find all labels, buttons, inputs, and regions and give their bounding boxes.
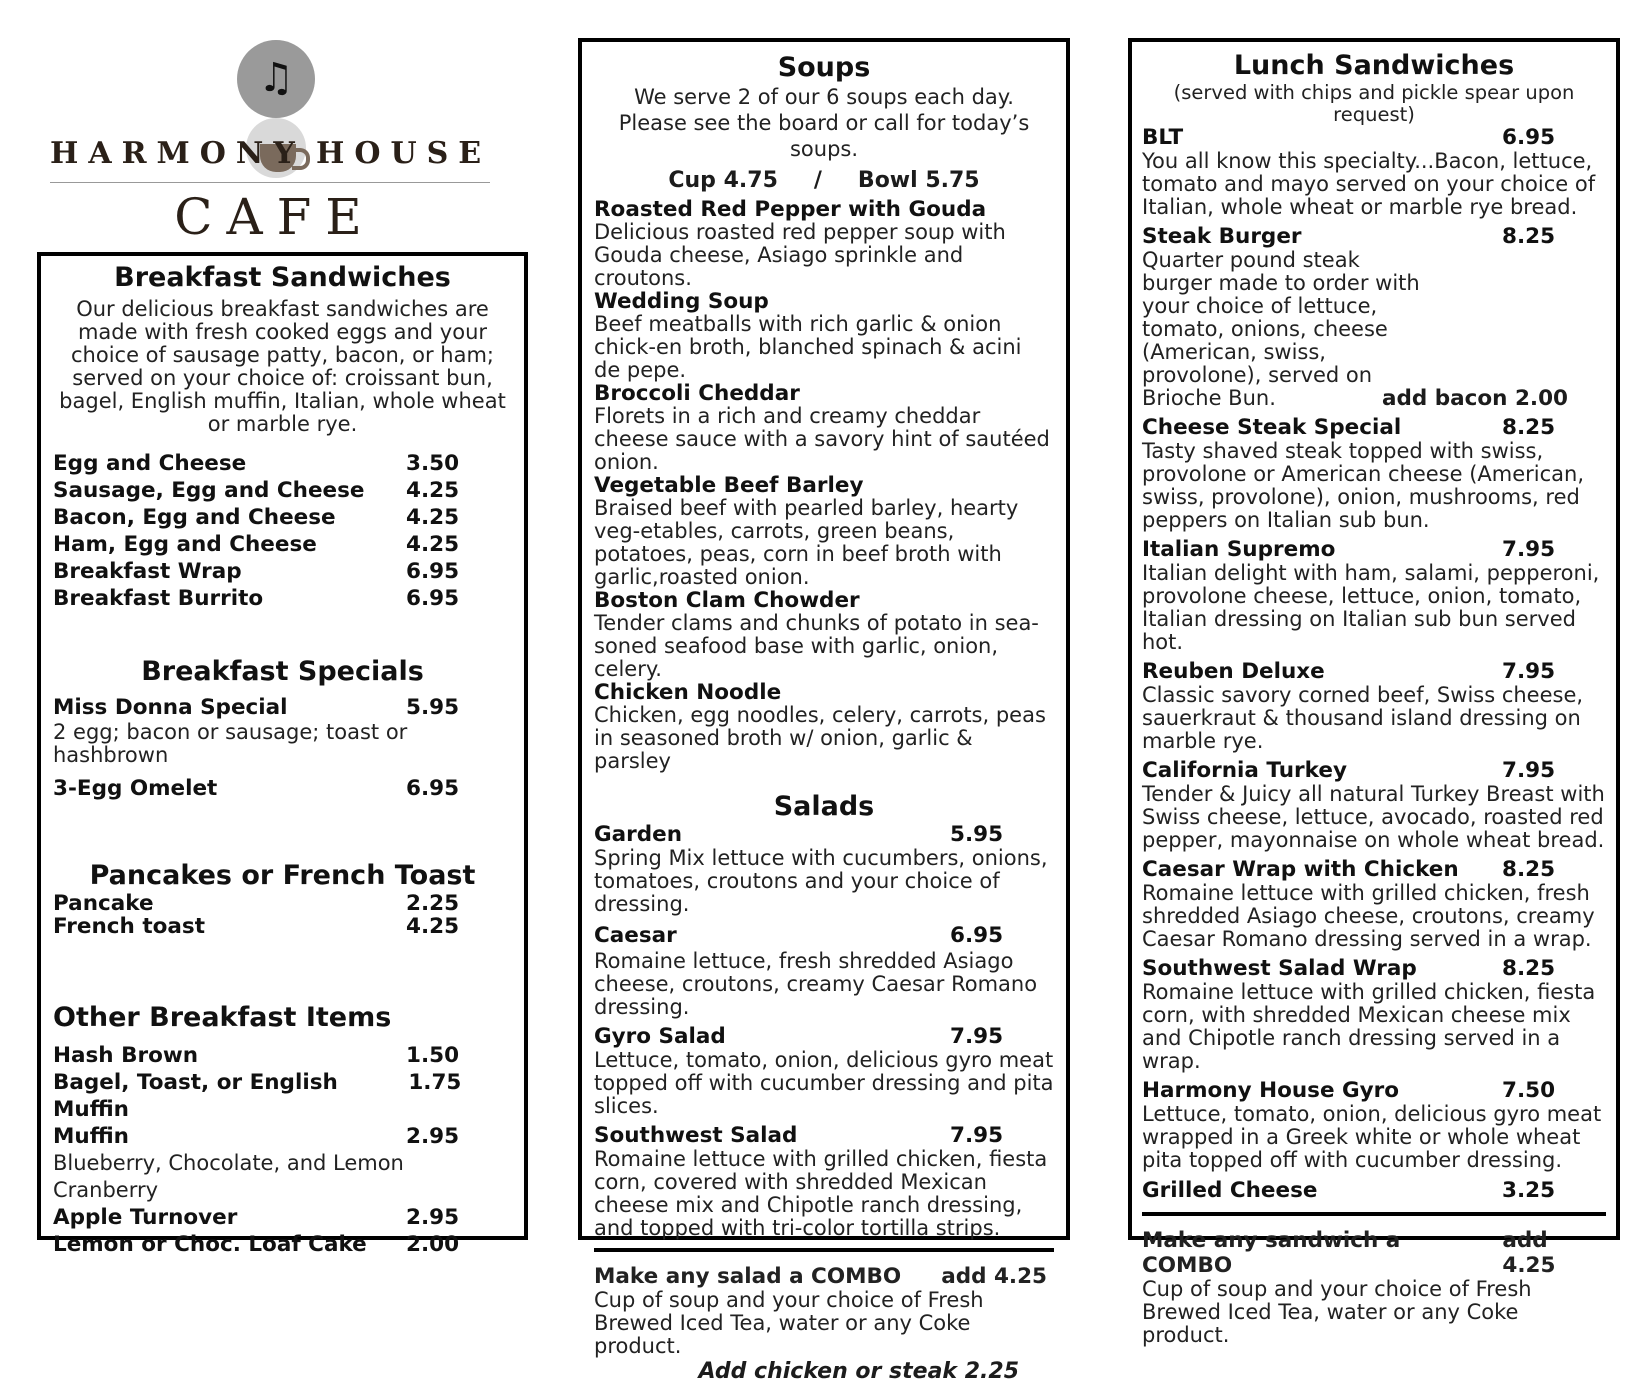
item-price: 3.25 xyxy=(1502,1178,1556,1203)
item-description: Beef meatballs with rich garlic & onion chick-en broth, blanched spinach & acini de pepe. xyxy=(594,312,1022,382)
menu-row xyxy=(53,694,512,721)
item-name: Southwest Salad xyxy=(594,1123,798,1148)
menu-row xyxy=(1142,1079,1606,1103)
item-price: 6.95 xyxy=(406,776,460,801)
item-price: 4.25 xyxy=(406,532,460,557)
item-name: Harmony House Gyro xyxy=(1142,1078,1400,1103)
list-item xyxy=(1142,538,1606,654)
item-price: 1.75 xyxy=(408,1070,462,1095)
item-name: Steak Burger xyxy=(1142,224,1302,249)
item-description: Romaine lettuce with grilled chicken, fiesta corn, covered with shredded Mexican cheese mix and Chipotle ranch dressing, and topped with tri-color tortilla strips. xyxy=(594,1147,1048,1240)
item-price: 5.95 xyxy=(950,822,1004,847)
item-name: Boston Clam Chowder xyxy=(594,588,860,613)
item-description: Delicious roasted red pepper soup with Gouda cheese, Asiago sprinkle and croutons. xyxy=(594,220,1006,290)
item-name: Caesar Wrap with Chicken xyxy=(1142,857,1459,882)
breakfast-sandwiches-description: Our delicious breakfast sandwiches are made with fresh cooked eggs and your choice of sausage patty, bacon, or ham; served on your choice of: croissant bun, bagel, English muffin, Italian, whole wheat or marble rye. xyxy=(59,297,506,436)
item-price: 2.25 xyxy=(406,891,460,916)
item-name: Reuben Deluxe xyxy=(1142,659,1325,684)
item-price: 6.95 xyxy=(950,923,1004,948)
combo-price: add 4.25 xyxy=(941,1264,1048,1289)
item-description: Lettuce, tomato, onion, delicious gyro meat topped off with cucumber dressing and pita slices. xyxy=(594,1048,1054,1118)
menu-row xyxy=(1142,538,1606,562)
breakfast-specials-title: Breakfast Specials xyxy=(141,656,424,687)
item-name: Muffin xyxy=(53,1124,129,1149)
menu-row xyxy=(1142,858,1606,882)
item-name: French toast xyxy=(53,914,205,939)
list-item xyxy=(594,1025,1054,1118)
bowl-price: Bowl 5.75 xyxy=(857,168,980,193)
list-item xyxy=(594,681,1054,773)
item-description: Romaine lettuce, fresh shredded Asiago cheese, croutons, creamy Caesar Romano dressing. xyxy=(594,949,1038,1019)
item-description: Tender & Juicy all natural Turkey Breast with Swiss cheese, lettuce, avocado, roasted red pepper, mayonnaise on whole wheat bread. xyxy=(1142,782,1605,852)
item-price: 8.25 xyxy=(1502,857,1556,882)
item-description: Florets in a rich and creamy cheddar cheese sauce with a savory hint of sautéed onion. xyxy=(594,404,1050,474)
item-price: 4.25 xyxy=(406,478,460,503)
price-separator: / xyxy=(813,168,822,193)
item-description: Braised beef with pearled barley, hearty veg-etables, carrots, green beans, potatoes, peas, corn in beef broth with garlic,roasted onion. xyxy=(594,496,1019,589)
item-description: Romaine lettuce with grilled chicken, fiesta corn, with shredded Mexican cheese mix and Chipotle ranch dressing served in a wrap. xyxy=(1142,980,1596,1073)
menu-row xyxy=(53,504,512,531)
item-name: Sausage, Egg and Cheese xyxy=(53,478,365,503)
menu-row xyxy=(53,1123,512,1150)
item-name: 3-Egg Omelet xyxy=(53,776,218,801)
item-description: Italian delight with ham, salami, pepperoni, provolone cheese, lettuce, onion, tomato, Italian dressing on Italian sub bun served hot. xyxy=(1142,561,1600,654)
salads-title: Salads xyxy=(773,791,875,822)
breakfast-panel xyxy=(37,252,528,1257)
menu-row xyxy=(53,558,512,585)
soups-salads-panel xyxy=(578,38,1070,1384)
list-item xyxy=(1142,660,1606,753)
list-item xyxy=(594,589,1054,681)
list-item xyxy=(594,823,1054,916)
list-item xyxy=(594,474,1054,589)
item-name: Apple Turnover xyxy=(53,1205,238,1230)
salad-combo-heading xyxy=(594,1264,1054,1289)
combo-label: Make any salad a COMBO xyxy=(594,1264,902,1289)
list-item xyxy=(1142,1079,1606,1172)
item-name: Cheese Steak Special xyxy=(1142,415,1402,440)
item-price: 6.95 xyxy=(1502,125,1556,150)
menu-row xyxy=(594,1124,1054,1148)
soup-prices xyxy=(594,164,1054,198)
list-item xyxy=(594,922,1054,1019)
cup-price: Cup 4.75 xyxy=(668,168,778,193)
menu-row xyxy=(53,775,512,802)
item-name: Gyro Salad xyxy=(594,1024,726,1049)
logo-name-left: HARMONY xyxy=(50,136,305,171)
item-name: Broccoli Cheddar xyxy=(594,381,800,406)
item-price: 4.25 xyxy=(406,505,460,530)
lunch-title: Lunch Sandwiches xyxy=(1233,50,1515,81)
item-description: Chicken, egg noodles, celery, carrots, peas in seasoned broth w/ onion, garlic & parsley xyxy=(594,703,1046,773)
salads-list xyxy=(594,823,1054,1240)
logo-name-right: HOUSE xyxy=(316,136,492,171)
item-name: Bacon, Egg and Cheese xyxy=(53,505,336,530)
item-price: 8.25 xyxy=(1502,956,1556,981)
item-name: California Turkey xyxy=(1142,758,1347,783)
sandwich-combo-divider xyxy=(1142,1212,1606,1216)
item-name: Lemon or Choc. Loaf Cake xyxy=(53,1232,367,1257)
item-description: You all know this specialty...Bacon, lettuce, tomato and mayo served on your choice of Italian, whole wheat or marble rye bread. xyxy=(1142,149,1596,219)
menu-row xyxy=(53,531,512,558)
item-price: 1.50 xyxy=(406,1043,460,1068)
item-price: 5.95 xyxy=(406,695,460,720)
item-name: Chicken Noodle xyxy=(594,680,782,705)
item-description: Spring Mix lettuce with cucumbers, onions, tomatoes, croutons and your choice of dressing. xyxy=(594,846,1048,916)
sandwich-combo-heading xyxy=(1142,1228,1606,1278)
combo-label: Make any sandwich a COMBO xyxy=(1142,1228,1401,1278)
item-name: Vegetable Beef Barley xyxy=(594,473,864,498)
item-name: Pancake xyxy=(53,891,154,916)
item-price: 8.25 xyxy=(1502,415,1556,440)
menu-row xyxy=(1142,225,1606,249)
item-price: 3.50 xyxy=(406,451,460,476)
item-description: Quarter pound steak burger made to order with your choice of lettuce, tomato, onions, cheese (American, swiss, provolone), served on Brioche Bun. xyxy=(1142,248,1420,410)
logo-cafe-text: CAFE xyxy=(174,188,376,246)
item-price: 4.25 xyxy=(406,914,460,939)
list-item xyxy=(594,382,1054,474)
other-breakfast-list xyxy=(53,1042,512,1258)
other-breakfast-title: Other Breakfast Items xyxy=(53,1002,392,1033)
breakfast-sandwiches-list xyxy=(53,450,512,612)
salad-addon: Add chicken or steak 2.25 xyxy=(698,1359,1019,1384)
item-name: Caesar xyxy=(594,923,677,948)
menu-row xyxy=(53,450,512,477)
pancakes-title: Pancakes or French Toast xyxy=(89,860,476,891)
salad-combo-description: Cup of soup and your choice of Fresh Brewed Iced Tea, water or any Coke product. xyxy=(594,1288,984,1358)
item-name: BLT xyxy=(1142,125,1184,150)
item-name: Wedding Soup xyxy=(594,289,769,314)
menu-row xyxy=(53,477,512,504)
item-price: 7.95 xyxy=(1502,659,1556,684)
item-price: 7.95 xyxy=(1502,758,1556,783)
menu-row xyxy=(53,585,512,612)
muffin-flavors: Blueberry, Chocolate, and Lemon Cranberry xyxy=(53,1151,404,1202)
item-name: Roasted Red Pepper with Gouda xyxy=(594,197,987,222)
item-price: 2.95 xyxy=(406,1124,460,1149)
item-name: Ham, Egg and Cheese xyxy=(53,532,317,557)
menu-row xyxy=(1142,126,1606,150)
menu-row xyxy=(594,823,1054,847)
list-item xyxy=(1142,858,1606,951)
lunch-list xyxy=(1142,126,1606,1204)
item-description: Lettuce, tomato, onion, delicious gyro meat wrapped in a Greek white or whole wheat pita topped off with cucumber dressing. xyxy=(1142,1102,1602,1172)
list-item xyxy=(594,1124,1054,1240)
list-item xyxy=(1142,225,1606,410)
item-description: Romaine lettuce with grilled chicken, fresh shredded Asiago cheese, croutons, creamy Caesar Romano dressing served in a wrap. xyxy=(1142,881,1595,951)
item-name: Garden xyxy=(594,822,683,847)
item-description: Tasty shaved steak topped with swiss, provolone or American cheese (American, swiss, provolone), onion, mushrooms, red peppers on Italian sub bun. xyxy=(1142,439,1585,532)
item-description: 2 egg; bacon or sausage; toast or hashbrown xyxy=(53,720,408,767)
soups-intro-2: Please see the board or call for today’s soups. xyxy=(618,111,1030,161)
item-description: Tender clams and chunks of potato in sea-soned seafood base with garlic, onion, celery. xyxy=(594,611,1039,681)
item-price: 7.95 xyxy=(1502,537,1556,562)
list-item xyxy=(594,198,1054,290)
menu-row xyxy=(594,922,1054,950)
list-item xyxy=(1142,126,1606,219)
item-price: 2.95 xyxy=(406,1205,460,1230)
menu-row xyxy=(53,1042,512,1069)
item-name: Miss Donna Special xyxy=(53,695,288,720)
list-item xyxy=(1142,1178,1606,1204)
breakfast-sandwiches-title: Breakfast Sandwiches xyxy=(114,262,451,293)
item-price: 7.95 xyxy=(950,1123,1004,1148)
item-name: Italian Supremo xyxy=(1142,537,1336,562)
lunch-panel xyxy=(1128,38,1620,1347)
item-name: Breakfast Wrap xyxy=(53,559,242,584)
item-description: Classic savory corned beef, Swiss cheese, sauerkraut & thousand island dressing on marble rye. xyxy=(1142,683,1584,753)
menu-row xyxy=(53,915,512,938)
logo-divider xyxy=(50,182,490,183)
item-name: Egg and Cheese xyxy=(53,451,247,476)
item-name: Grilled Cheese xyxy=(1142,1178,1318,1203)
list-item xyxy=(1142,416,1606,532)
item-name: Bagel, Toast, or English Muffin xyxy=(53,1070,338,1122)
menu-row xyxy=(1142,416,1606,440)
pancakes-list xyxy=(53,892,512,938)
item-price: 7.50 xyxy=(1502,1078,1556,1103)
menu-row xyxy=(53,1204,512,1231)
salad-combo-divider xyxy=(594,1248,1054,1252)
menu-row xyxy=(1142,1178,1606,1204)
menu-row xyxy=(1142,957,1606,981)
soups-title: Soups xyxy=(777,52,871,83)
breakfast-specials-list xyxy=(53,694,512,802)
music-note-icon: ♫ xyxy=(258,55,294,101)
soups-list xyxy=(594,198,1054,773)
item-price: 2.00 xyxy=(406,1232,460,1257)
menu-row xyxy=(1142,660,1606,684)
combo-price: add 4.25 xyxy=(1502,1228,1556,1278)
list-item xyxy=(1142,759,1606,852)
menu-row xyxy=(594,1025,1054,1049)
add-bacon-option: add bacon 2.00 xyxy=(1381,386,1568,411)
item-name: Breakfast Burrito xyxy=(53,586,264,611)
menu-row xyxy=(53,1231,512,1258)
item-price: 6.95 xyxy=(406,559,460,584)
item-name: Southwest Salad Wrap xyxy=(1142,956,1417,981)
menu-row xyxy=(53,892,512,915)
menu-row xyxy=(1142,759,1606,783)
item-price: 7.95 xyxy=(950,1024,1004,1049)
list-item xyxy=(1142,957,1606,1073)
item-name: Hash Brown xyxy=(53,1043,199,1068)
sandwich-combo-description: Cup of soup and your choice of Fresh Brewed Iced Tea, water or any Coke product. xyxy=(1142,1277,1532,1347)
menu-row xyxy=(53,1069,512,1123)
item-price: 6.95 xyxy=(406,586,460,611)
item-price: 8.25 xyxy=(1502,224,1556,249)
soups-intro-1: We serve 2 of our 6 soups each day. xyxy=(634,85,1014,109)
lunch-subtitle: (served with chips and pickle spear upon request) xyxy=(1173,81,1575,126)
list-item xyxy=(594,290,1054,382)
cafe-logo xyxy=(40,40,510,245)
